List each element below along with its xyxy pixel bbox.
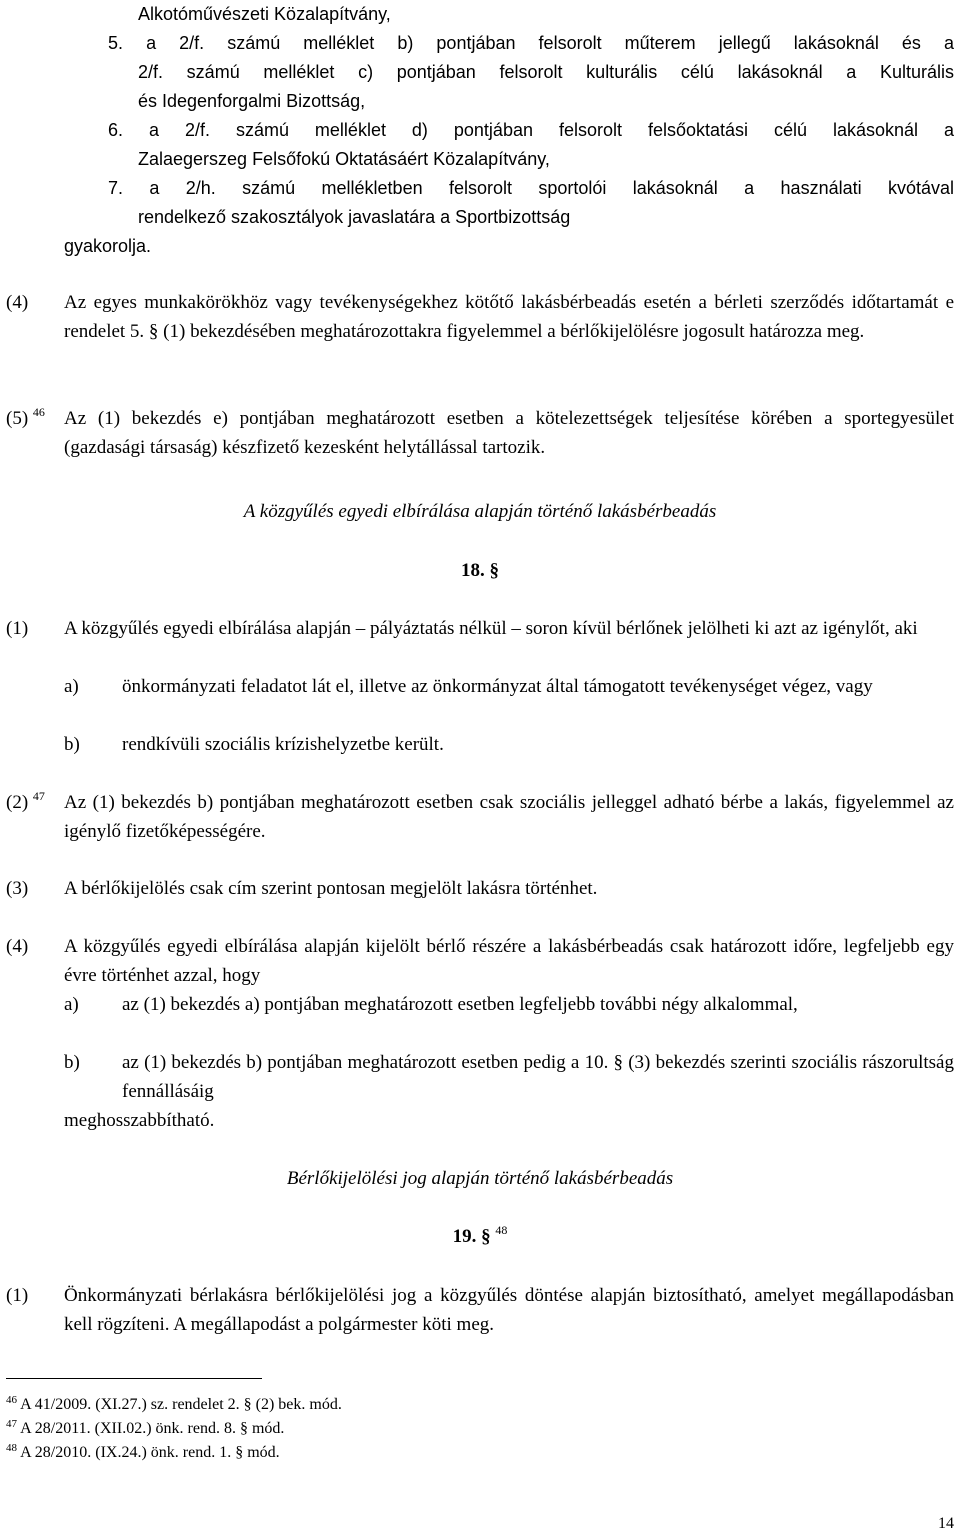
paragraph-number: (3): [6, 878, 29, 899]
list-item-6-line-2: Zalaegerszeg Felsőfokú Oktatásáért Közalapítvány,: [138, 149, 550, 169]
list-item-7-line-2: rendelkező szakosztályok javaslatára a Sportbizottság: [138, 207, 571, 227]
footnote-ref: 46: [32, 405, 45, 419]
footnote: [6, 1442, 280, 1464]
s18-paragraph-1-text: A közgyűlés egyedi elbírálása alapján – pályáztatás nélkül – soron kívül bérlőnek jelölheti ki azt az igénylőt, aki: [64, 618, 918, 639]
list-item-5-line-2: 2/f. számú melléklet c) pontjában felsorolt kulturális célú lakásoknál a Kulturális: [138, 62, 954, 82]
footnote-text: A 41/2009. (XI.27.) sz. rendelet 2. § (2) bek. mód.: [20, 1396, 342, 1413]
list-item-5-line-1: 5. a 2/f. számú melléklet b) pontjában felsorolt műterem jellegű lakásoknál és a: [108, 33, 954, 53]
list-line-foundation: Alkotóművészeti Közalapítvány,: [138, 4, 391, 24]
paragraph-number: (4): [6, 292, 29, 313]
section-sign: §: [489, 560, 499, 581]
section-heading: Bérlőkijelölési jog alapján történő lakásbérbeadás: [286, 1168, 674, 1189]
page-number: 14: [938, 1515, 954, 1532]
s19-paragraph-1-text: Önkormányzati bérlakásra bérlőkijelölési jog a közgyűlés döntése alapján biztosítható, amelyet megállapodásban kell rögzíteni. A megállapodást a polgármester köti meg.: [64, 1285, 954, 1335]
footnote-divider: [6, 1378, 262, 1379]
section-heading: A közgyűlés egyedi elbírálása alapján történő lakásbérbeadás: [243, 501, 717, 522]
s18-paragraph-4-text: A közgyűlés egyedi elbírálása alapján kijelölt bérlő részére a lakásbérbeadás csak határozott időre, legfeljebb egy évre történhet azzal, hogy: [64, 936, 954, 986]
footnote-number: 46: [6, 1394, 17, 1406]
list-label: b): [64, 1052, 80, 1073]
footnote-text: A 28/2011. (XII.02.) önk. rend. 8. § mód.: [20, 1420, 285, 1437]
paragraph-number: (1): [6, 618, 29, 639]
paragraph-4-text: Az egyes munkakörökhöz vagy tevékenységekhez kötőtő lakásbérbeadás esetén a bérleti szerződés időtartamát e rendelet 5. § (1) bekezdésében meghatározottakra figyelemmel a bérlőkijelölésre jogosult határozza meg.: [64, 292, 954, 342]
footnote: [6, 1418, 284, 1440]
list-label: a): [64, 994, 79, 1015]
list-label: a): [64, 676, 79, 697]
section-label: 19.: [452, 1226, 477, 1247]
section-number: [0, 1222, 960, 1251]
list-label: b): [64, 734, 80, 755]
s18-paragraph-3-text: A bérlőkijelölés csak cím szerint pontosan megjelölt lakásra történhet.: [64, 878, 598, 899]
footnote-ref: 47: [32, 789, 45, 803]
list-item-text: az (1) bekezdés b) pontjában meghatározott esetben pedig a 10. § (3) bekezdés szerinti szociális rászorultság fennállásáig: [122, 1052, 954, 1102]
section-label: 18.: [461, 560, 485, 581]
list-item-7-line-1: 7. a 2/h. számú mellékletben felsorolt sportolói lakásoknál a használati kvótával: [108, 178, 954, 198]
list-closing: gyakorolja.: [64, 236, 152, 256]
footnote: [6, 1394, 342, 1416]
footnote-number: 47: [6, 1418, 17, 1430]
section-sign: §: [481, 1226, 491, 1247]
footnote-ref: 48: [495, 1223, 508, 1237]
paragraph-number: (1): [6, 1285, 29, 1306]
footnote-number: 48: [6, 1442, 17, 1454]
paragraph-number: [6, 788, 45, 817]
footnote-text: A 28/2010. (IX.24.) önk. rend. 1. § mód.: [20, 1444, 280, 1461]
s18-paragraph-2-text: Az (1) bekezdés b) pontjában meghatározott esetben csak szociális jelleggel adható bérbe a lakás, figyelemmel az igénylő fizetőképességére.: [64, 792, 954, 842]
paragraph-number: (4): [6, 936, 29, 957]
list-item-text: az (1) bekezdés a) pontjában meghatározott esetben legfeljebb további négy alkalommal,: [122, 994, 798, 1015]
paragraph-number-label: (5): [6, 408, 29, 429]
paragraph-number-label: (2): [6, 792, 29, 813]
paragraph-5-text: Az (1) bekezdés e) pontjában meghatározott esetben a kötelezettségek teljesítése körében a sportegyesület (gazdasági társaság) készfizető kezesként helytállással tartozik.: [64, 408, 954, 458]
paragraph-number: [6, 404, 45, 433]
list-item-5-line-3: és Idegenforgalmi Bizottság,: [138, 91, 366, 111]
list-item-text: önkormányzati feladatot lát el, illetve az önkormányzat által támogatott tevékenységet végez, vagy: [122, 676, 873, 697]
list-item-text: rendkívüli szociális krízishelyzetbe került.: [122, 734, 444, 755]
list-item-6-line-1: 6. a 2/f. számú melléklet d) pontjában felsorolt felsőoktatási célú lakásoknál a: [108, 120, 954, 140]
paragraph-closing: meghosszabbítható.: [64, 1110, 215, 1131]
section-number: [0, 556, 960, 585]
